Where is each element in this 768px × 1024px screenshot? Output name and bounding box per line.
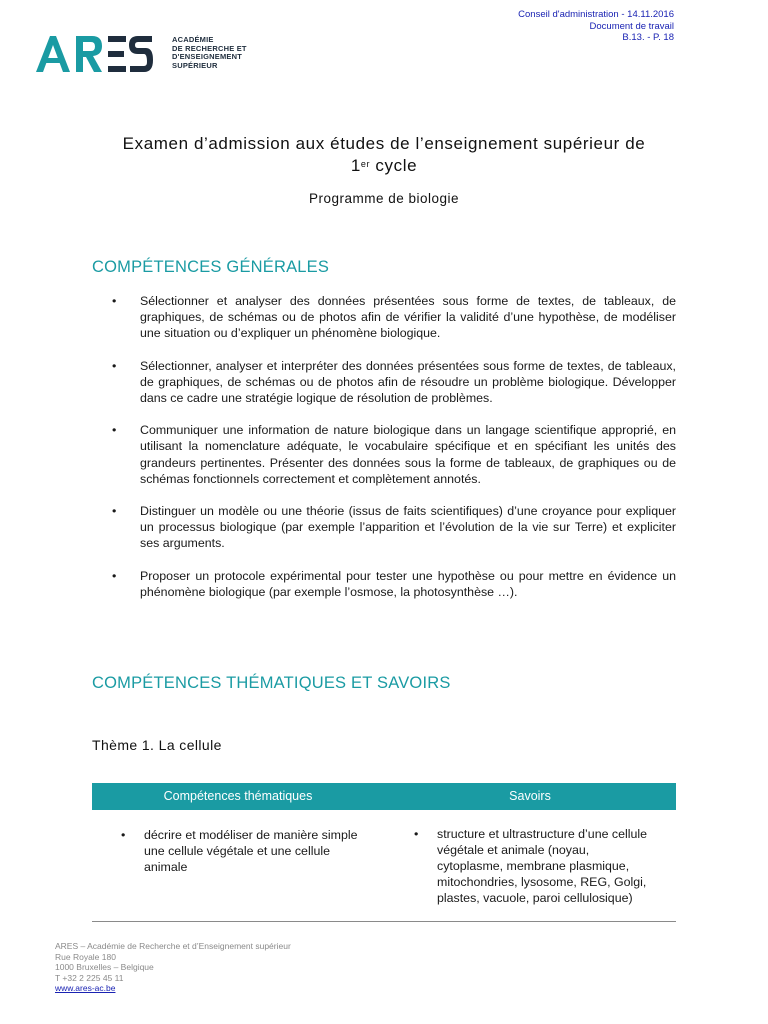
meta-reference: B.13. - P. 18 bbox=[622, 32, 674, 43]
table-cell-text: structure et ultrastructure d’une cellule végétale et animale (noyau, cytoplasme, membrane plasmique, mitochondries, lysosome, REG, Golgi, plastes, vacuole, paroi cellulosique) bbox=[437, 827, 648, 905]
list-item-text: Proposer un protocole expérimental pour tester une hypothèse ou pour mettre en évidence un phénomène biologique (par exemple l’osmose, la photosynthèse …). bbox=[140, 568, 676, 599]
meta-council-date: Conseil d'administration - 14.11.2016 bbox=[518, 9, 674, 20]
title-line1: Examen d’admission aux études de l’enseignement supérieur de bbox=[122, 134, 646, 153]
footer bbox=[55, 941, 291, 994]
logo-sub-line: D'ENSEIGNEMENT bbox=[172, 52, 243, 62]
page-subtitle: Programme de biologie bbox=[308, 191, 460, 206]
logo-sub-line: SUPÉRIEUR bbox=[172, 61, 218, 71]
list-item bbox=[112, 503, 676, 552]
table-cell-competence bbox=[121, 827, 370, 875]
table-header bbox=[92, 783, 676, 810]
title-superscript: er bbox=[360, 159, 371, 169]
bullet-icon: • bbox=[112, 504, 117, 519]
logo-sub-line: DE RECHERCHE ET bbox=[172, 43, 247, 53]
footer-phone: T +32 2 225 45 11 bbox=[55, 972, 124, 983]
logo-sub-line: ACADÉMIE bbox=[172, 35, 214, 44]
meta-document-type: Document de travail bbox=[589, 20, 674, 32]
logo-subtitle bbox=[172, 36, 247, 71]
bullet-icon: • bbox=[112, 423, 117, 438]
bullet-icon: • bbox=[414, 827, 419, 841]
bullet-icon: • bbox=[112, 294, 117, 308]
title-number: 1 bbox=[350, 156, 361, 175]
footer-city: 1000 Bruxelles – Belgique bbox=[55, 962, 154, 972]
table-cell-savoir bbox=[414, 826, 657, 906]
theme-title: Thème 1. La cellule bbox=[92, 737, 222, 753]
list-item-text: Sélectionner, analyser et interpréter des données présentées sous forme de textes, de tableaux, de graphiques, de schémas ou de photos afin de résoudre un problème biologique. Développer dans ce cadre une stratégie logique de résolution de problèmes. bbox=[140, 358, 676, 406]
footer-org: ARES – Académie de Recherche et d’Enseignement supérieur bbox=[55, 941, 291, 951]
list-item bbox=[112, 358, 676, 407]
section-heading-thematic: COMPÉTENCES THÉMATIQUES ET SAVOIRS bbox=[92, 674, 451, 692]
table-header-savoirs: Savoirs bbox=[509, 789, 551, 803]
list-item-text: Sélectionner et analyser des données présentées sous forme de textes, de tableaux, de graphiques, de schémas ou de photos afin de vérifier la validité d’une hypothèse, de modéliser une situation ou d’expliquer un phénomène biologique. bbox=[140, 294, 676, 341]
general-competences-list bbox=[112, 293, 676, 600]
bullet-icon: • bbox=[121, 828, 126, 842]
bullet-icon: • bbox=[112, 358, 117, 373]
footer-website-link[interactable]: www.ares-ac.be bbox=[55, 983, 116, 993]
list-item bbox=[112, 293, 676, 342]
title-cycle: cycle bbox=[370, 156, 418, 175]
table-bottom-rule bbox=[92, 921, 676, 922]
table-cell-text: décrire et modéliser de manière simple une cellule végétale et une cellule animale bbox=[144, 828, 358, 874]
list-item bbox=[112, 422, 676, 487]
page-title bbox=[60, 133, 708, 177]
list-item-text: Communiquer une information de nature biologique dans un langage scientifique approprié, en utilisant la nomenclature adéquate, le vocabulaire spécifique et en spécifiant les unités des grandeurs pertinentes. Présenter des données sous la forme de tableaux, de graphiques ou de schémas fonctionnels correctement et complètement annotés. bbox=[140, 423, 676, 486]
ares-logo-icon bbox=[36, 34, 154, 74]
bullet-icon: • bbox=[112, 568, 117, 583]
list-item-text: Distinguer un modèle ou une théorie (issus de faits scientifiques) d’une croyance pour expliquer un processus biologique (par exemple l’apparition et l’évolution de la vie sur Terre) et expliciter ses arguments. bbox=[140, 504, 676, 551]
section-heading-general: COMPÉTENCES GÉNÉRALES bbox=[92, 258, 330, 276]
table-header-competences: Compétences thématiques bbox=[163, 789, 313, 803]
list-item bbox=[112, 568, 676, 600]
footer-street: Rue Royale 180 bbox=[55, 951, 116, 962]
document-meta bbox=[518, 9, 674, 44]
title-line2 bbox=[60, 155, 708, 177]
